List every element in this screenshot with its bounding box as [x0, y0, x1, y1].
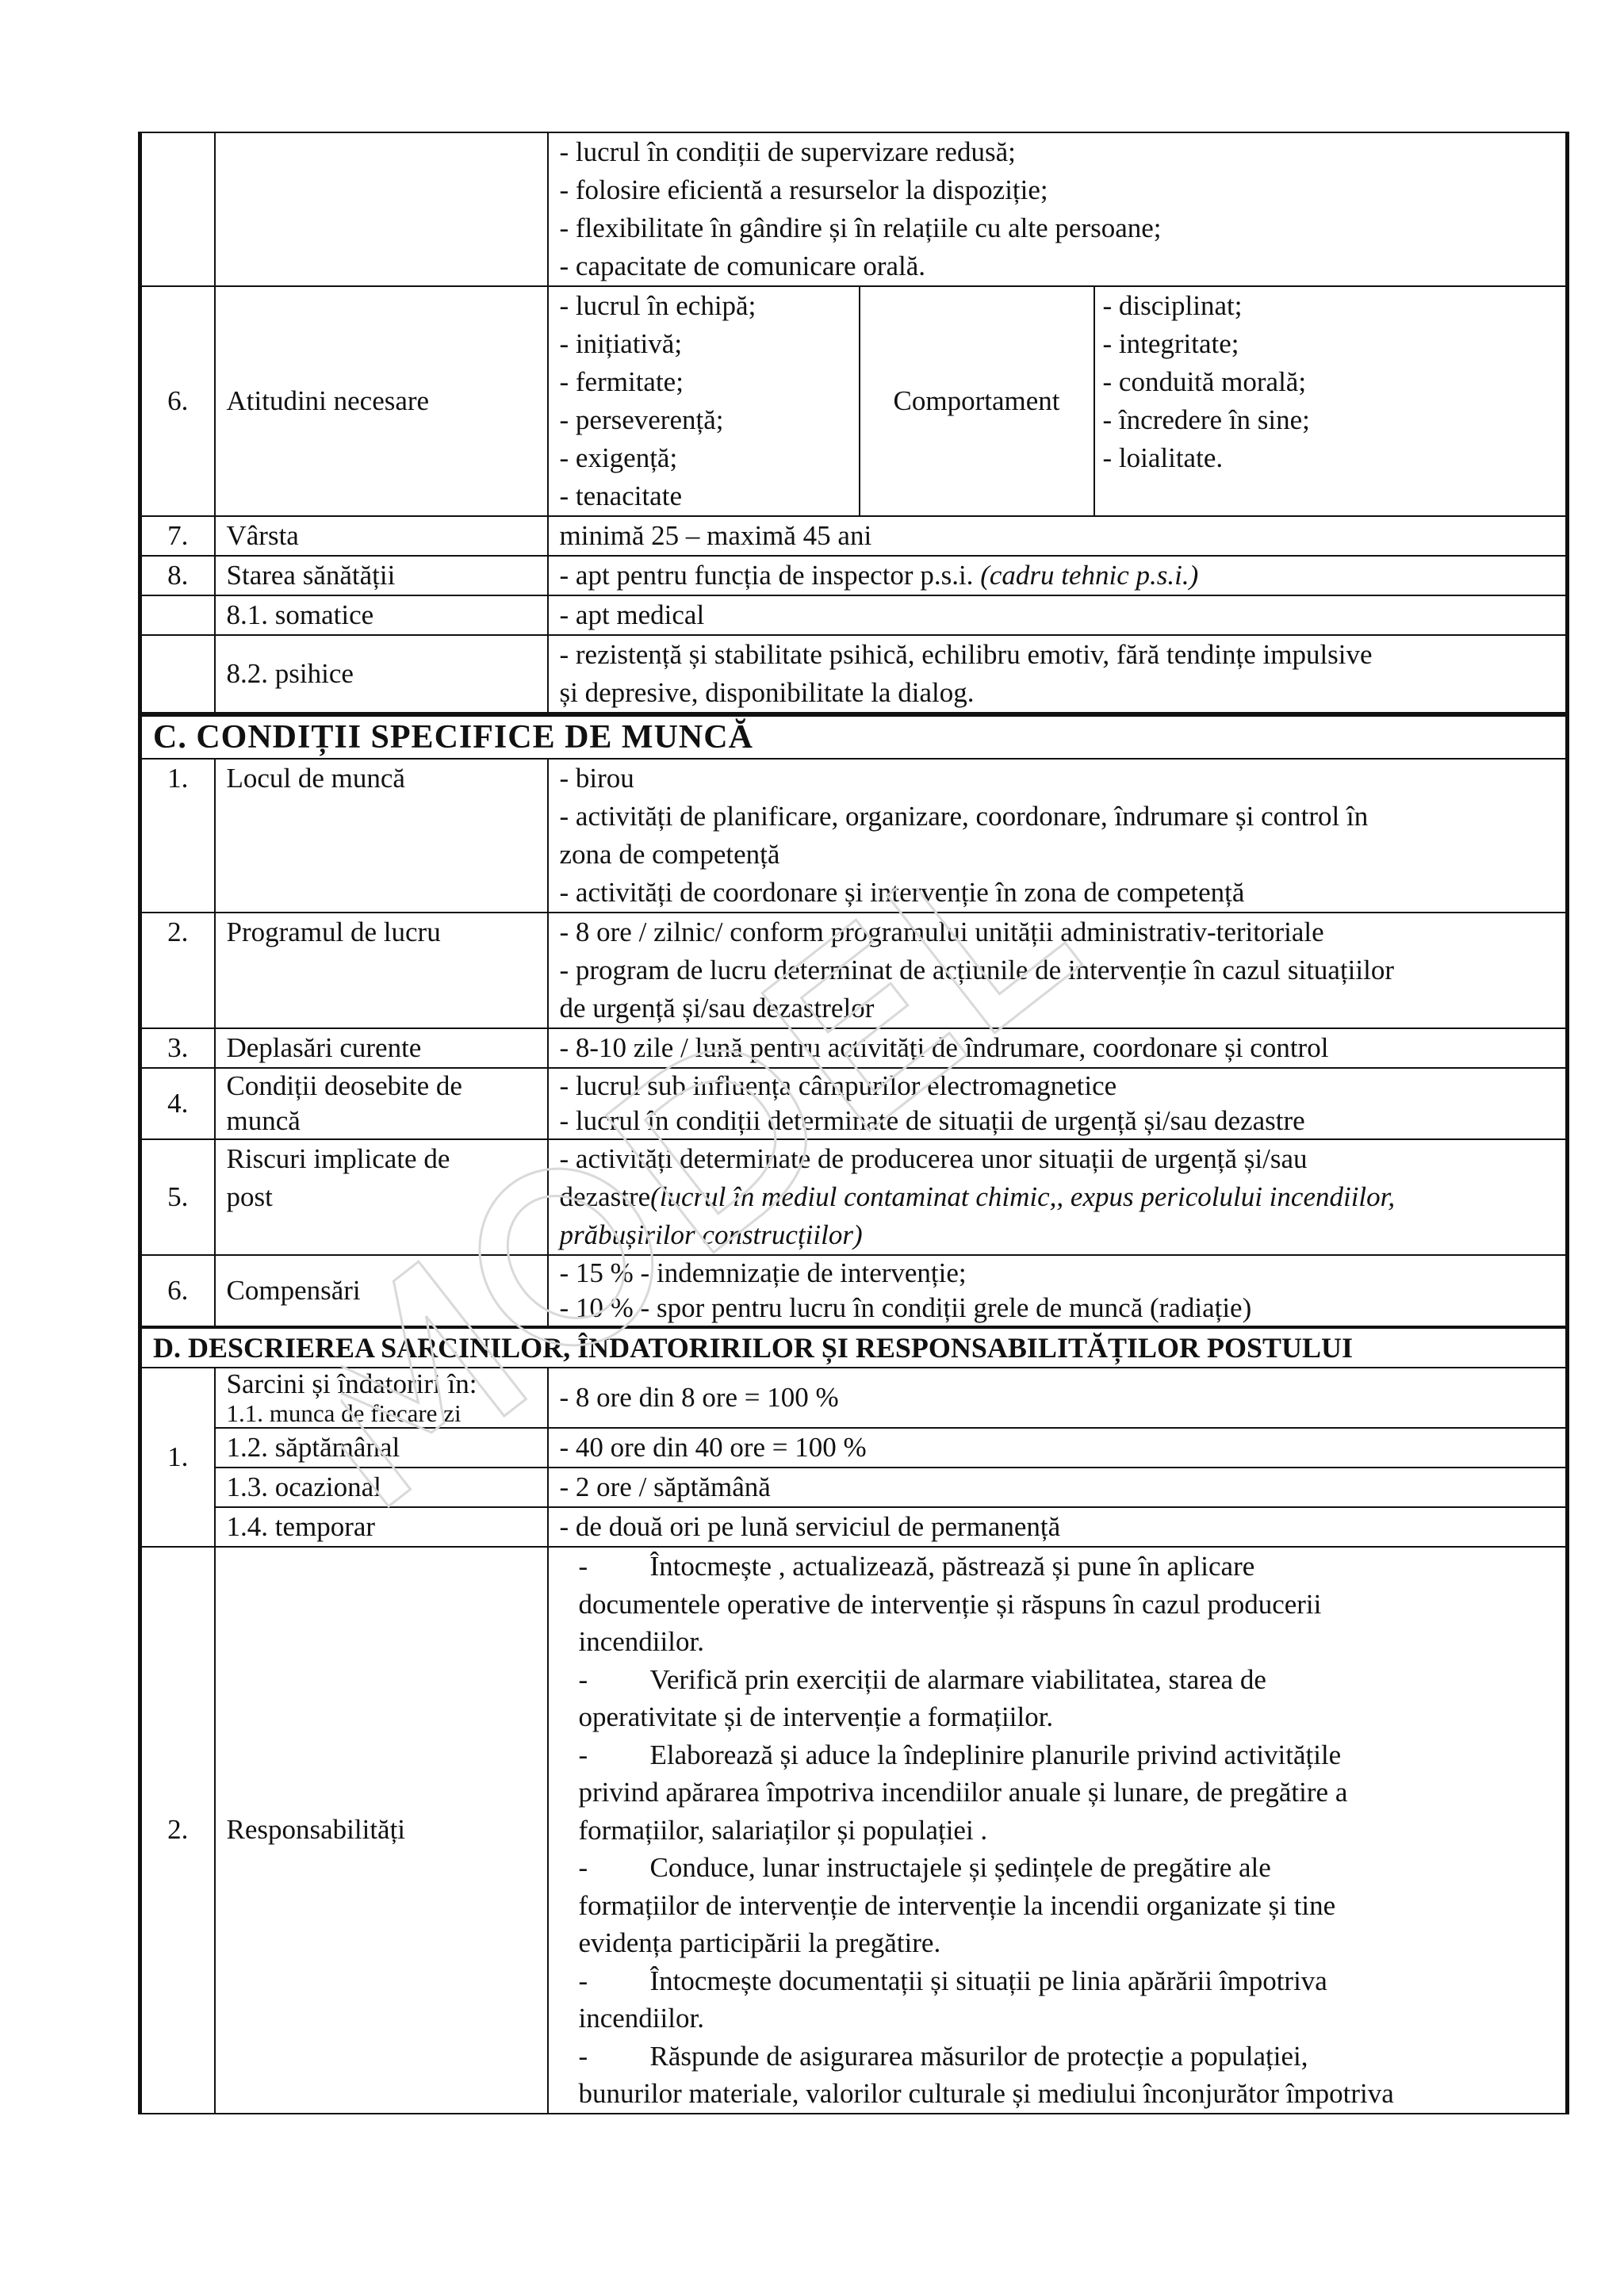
label-line: muncă: [226, 1105, 301, 1136]
attitude-item: - lucrul în echipă;: [559, 290, 756, 321]
value-line: - program de lucru determinat de acțiunile de intervenție în cazul situațiilor: [559, 955, 1395, 985]
row-number: 5.: [140, 1139, 215, 1255]
cell-attitudes: [548, 286, 1568, 516]
responsibility-item: - Răspunde de asigurarea măsurilor de protecție a populației, bunurilor materiale, valorilor culturale și mediului înconjurător împotriva: [578, 2040, 1394, 2109]
risk-note: prăbușirilor construcțiilor): [559, 1219, 863, 1250]
row-number: 1.: [140, 759, 215, 913]
row-value: [548, 913, 1568, 1028]
row-value: - de două ori pe lună serviciul de permanență: [548, 1507, 1568, 1547]
row-health: [140, 556, 1568, 595]
label-line: Sarcini și îndatoriri în:: [226, 1368, 477, 1399]
row-label: Deplasări curente: [215, 1028, 548, 1068]
row-travel: [140, 1028, 1568, 1068]
value-line: - activități de planificare, organizare, coordonare, îndrumare și control în: [559, 801, 1369, 832]
value-line: - activități de coordonare și intervenție în zona de competență: [559, 877, 1245, 908]
attitude-item: - inițiativă;: [559, 328, 683, 359]
row-label: [215, 1139, 548, 1255]
row-risks: [140, 1139, 1568, 1255]
attitude-item: - exigență;: [559, 442, 678, 473]
row-label: 1.3. ocazional: [215, 1468, 548, 1507]
value-line: - rezistență și stabilitate psihică, echilibru emotiv, fără tendințe impulsive: [559, 639, 1373, 670]
row-somatic: [140, 595, 1568, 635]
value-line: - 10 % - spor pentru lucru în condiții grele de muncă (radiație): [559, 1292, 1252, 1323]
row-label: Starea sănătății: [215, 556, 548, 595]
responsibility-item: - Întocmește documentații și situații pe linia apărării împotriva incendiilor.: [578, 1965, 1327, 2034]
behaviour-list: [1094, 287, 1566, 515]
row-tasks-daily: [140, 1368, 1568, 1428]
row-value: [548, 759, 1568, 913]
row-value: [548, 635, 1568, 714]
row-attitudes: [140, 286, 1568, 516]
value-line: - flexibilitate în gândire și în relațiile cu alte persoane;: [559, 212, 1162, 243]
risk-note: (lucrul în mediul contaminat chimic,, expus pericolului incendiilor,: [650, 1181, 1396, 1212]
row-value: - 8-10 zile / lună pentru activități de îndrumare, coordonare și control: [548, 1028, 1568, 1068]
value-line: de urgență și/sau dezastrelor: [559, 993, 875, 1024]
section-title: C. CONDIȚII SPECIFICE DE MUNCĂ: [140, 714, 1568, 759]
row-value: [548, 556, 1568, 595]
behaviour-label: Comportament: [860, 287, 1094, 515]
row-value: [548, 1255, 1568, 1327]
value-line: [560, 1216, 1558, 1254]
row-tasks-weekly: [140, 1428, 1568, 1468]
row-label: 8.1. somatice: [215, 595, 548, 635]
behaviour-item: - disciplinat;: [1102, 290, 1243, 321]
health-note: (cadru tehnic p.s.i.): [980, 560, 1199, 591]
row-value: [548, 1139, 1568, 1255]
behaviour-item: - integritate;: [1102, 328, 1239, 359]
responsibilities-list: [548, 1547, 1568, 2114]
responsibility-item: - Conduce, lunar instructajele și ședințele de pregătire ale formațiilor de intervenție de intervenție la incendii organizate și tine evidența participării la pregătire.: [578, 1852, 1336, 1958]
value-line: [560, 1178, 1558, 1216]
row-number: 4.: [140, 1068, 215, 1139]
row-label: [215, 1368, 548, 1428]
cell-nr-empty: [140, 132, 215, 286]
row-age: [140, 516, 1568, 556]
row-tasks-temporary: [140, 1507, 1568, 1547]
section-c-header: [140, 714, 1568, 759]
attitudes-list: [549, 287, 860, 515]
row-psychic: [140, 635, 1568, 714]
row-label: 1.4. temporar: [215, 1507, 548, 1547]
row-responsibilities: [140, 1547, 1568, 2114]
row-label: Locul de muncă: [215, 759, 548, 913]
behaviour-item: - conduită morală;: [1102, 366, 1307, 397]
value-line: - lucrul sub influența câmpurilor electromagnetice: [559, 1070, 1117, 1101]
value-line: și depresive, disponibilitate la dialog.: [559, 677, 975, 708]
row-number: 6.: [140, 286, 215, 516]
row-value: [548, 1068, 1568, 1139]
cell-nr-empty: [140, 595, 215, 635]
row-continuation: [140, 132, 1568, 286]
health-value: - apt pentru funcția de inspector p.s.i.: [559, 560, 981, 591]
responsibility-item: - Verifică prin exerciții de alarmare viabilitatea, starea de operativitate și de intervenție a formațiilor.: [578, 1663, 1266, 1732]
risk-text: dezastre: [559, 1181, 651, 1212]
label-line: Riscuri implicate de: [226, 1143, 450, 1174]
row-number: 2.: [140, 1547, 215, 2114]
cell-continuation-values: [548, 132, 1568, 286]
label-line: Condiții deosebite de: [226, 1070, 462, 1101]
cell-nr-empty: [140, 635, 215, 714]
label-line: post: [226, 1181, 273, 1212]
section-d-header: [140, 1327, 1568, 1368]
row-label: Atitudini necesare: [215, 286, 548, 516]
behaviour-item: - încredere în sine;: [1102, 404, 1310, 435]
row-schedule: [140, 913, 1568, 1028]
row-value: - 8 ore din 8 ore = 100 %: [548, 1368, 1568, 1428]
row-label: Compensări: [215, 1255, 548, 1327]
value-line: - lucrul în condiții determinate de situații de urgență și/sau dezastre: [559, 1105, 1305, 1136]
row-special-conditions: [140, 1068, 1568, 1139]
row-number: 7.: [140, 516, 215, 556]
value-line: - folosire eficientă a resurselor la dispoziție;: [559, 174, 1048, 205]
row-label: Responsabilități: [215, 1547, 548, 2114]
responsibility-item: - Întocmește , actualizează, păstrează și pune în aplicare documentele operative de intervenție și răspuns în cazul producerii incendiilor.: [578, 1551, 1322, 1657]
value-line: - 8 ore / zilnic/ conform programului unității administrativ-teritoriale: [559, 916, 1324, 947]
row-number: 6.: [140, 1255, 215, 1327]
value-line: - activități determinate de producerea unor situații de urgență și/sau: [559, 1143, 1308, 1174]
row-label: [215, 1068, 548, 1139]
attitude-item: - fermitate;: [559, 366, 684, 397]
attitude-item: - perseverență;: [559, 404, 724, 435]
value-line: - lucrul în condiții de supervizare redusă;: [559, 136, 1016, 167]
row-label: 8.2. psihice: [215, 635, 548, 714]
value-line: - 15 % - indemnizație de intervenție;: [559, 1257, 967, 1288]
attitude-item: - tenacitate: [559, 480, 682, 511]
row-tasks-occasional: [140, 1468, 1568, 1507]
label-line: 1.1. munca de fiecare zi: [226, 1399, 462, 1427]
job-description-table: [138, 132, 1569, 2114]
behaviour-item: - loialitate.: [1102, 442, 1224, 473]
section-title: D. DESCRIEREA SARCINILOR, ÎNDATORIRILOR ȘI RESPONSABILITĂȚILOR POSTULUI: [140, 1327, 1568, 1368]
value-line: - capacitate de comunicare orală.: [559, 251, 926, 281]
row-label: 1.2. săptămânal: [215, 1428, 548, 1468]
row-value: - apt medical: [548, 595, 1568, 635]
row-workplace: [140, 759, 1568, 913]
cell-label-empty: [215, 132, 548, 286]
value-line: zona de competență: [559, 839, 780, 870]
attitudes-inner-table: [549, 287, 1566, 515]
row-number: 1.: [140, 1368, 215, 1547]
row-number: 2.: [140, 913, 215, 1028]
value-line: - birou: [559, 763, 634, 794]
row-label: Programul de lucru: [215, 913, 548, 1028]
responsibility-item: - Elaborează și aduce la îndeplinire planurile privind activitățile privind apărarea împotriva incendiilor anuale și lunare, de pregătire a formațiilor, salariaților și populației .: [578, 1739, 1348, 1846]
row-compensation: [140, 1255, 1568, 1327]
row-value: - 2 ore / săptămână: [548, 1468, 1568, 1507]
row-value: minimă 25 – maximă 45 ani: [548, 516, 1568, 556]
row-number: 3.: [140, 1028, 215, 1068]
row-number: 8.: [140, 556, 215, 595]
row-label: Vârsta: [215, 516, 548, 556]
row-value: - 40 ore din 40 ore = 100 %: [548, 1428, 1568, 1468]
